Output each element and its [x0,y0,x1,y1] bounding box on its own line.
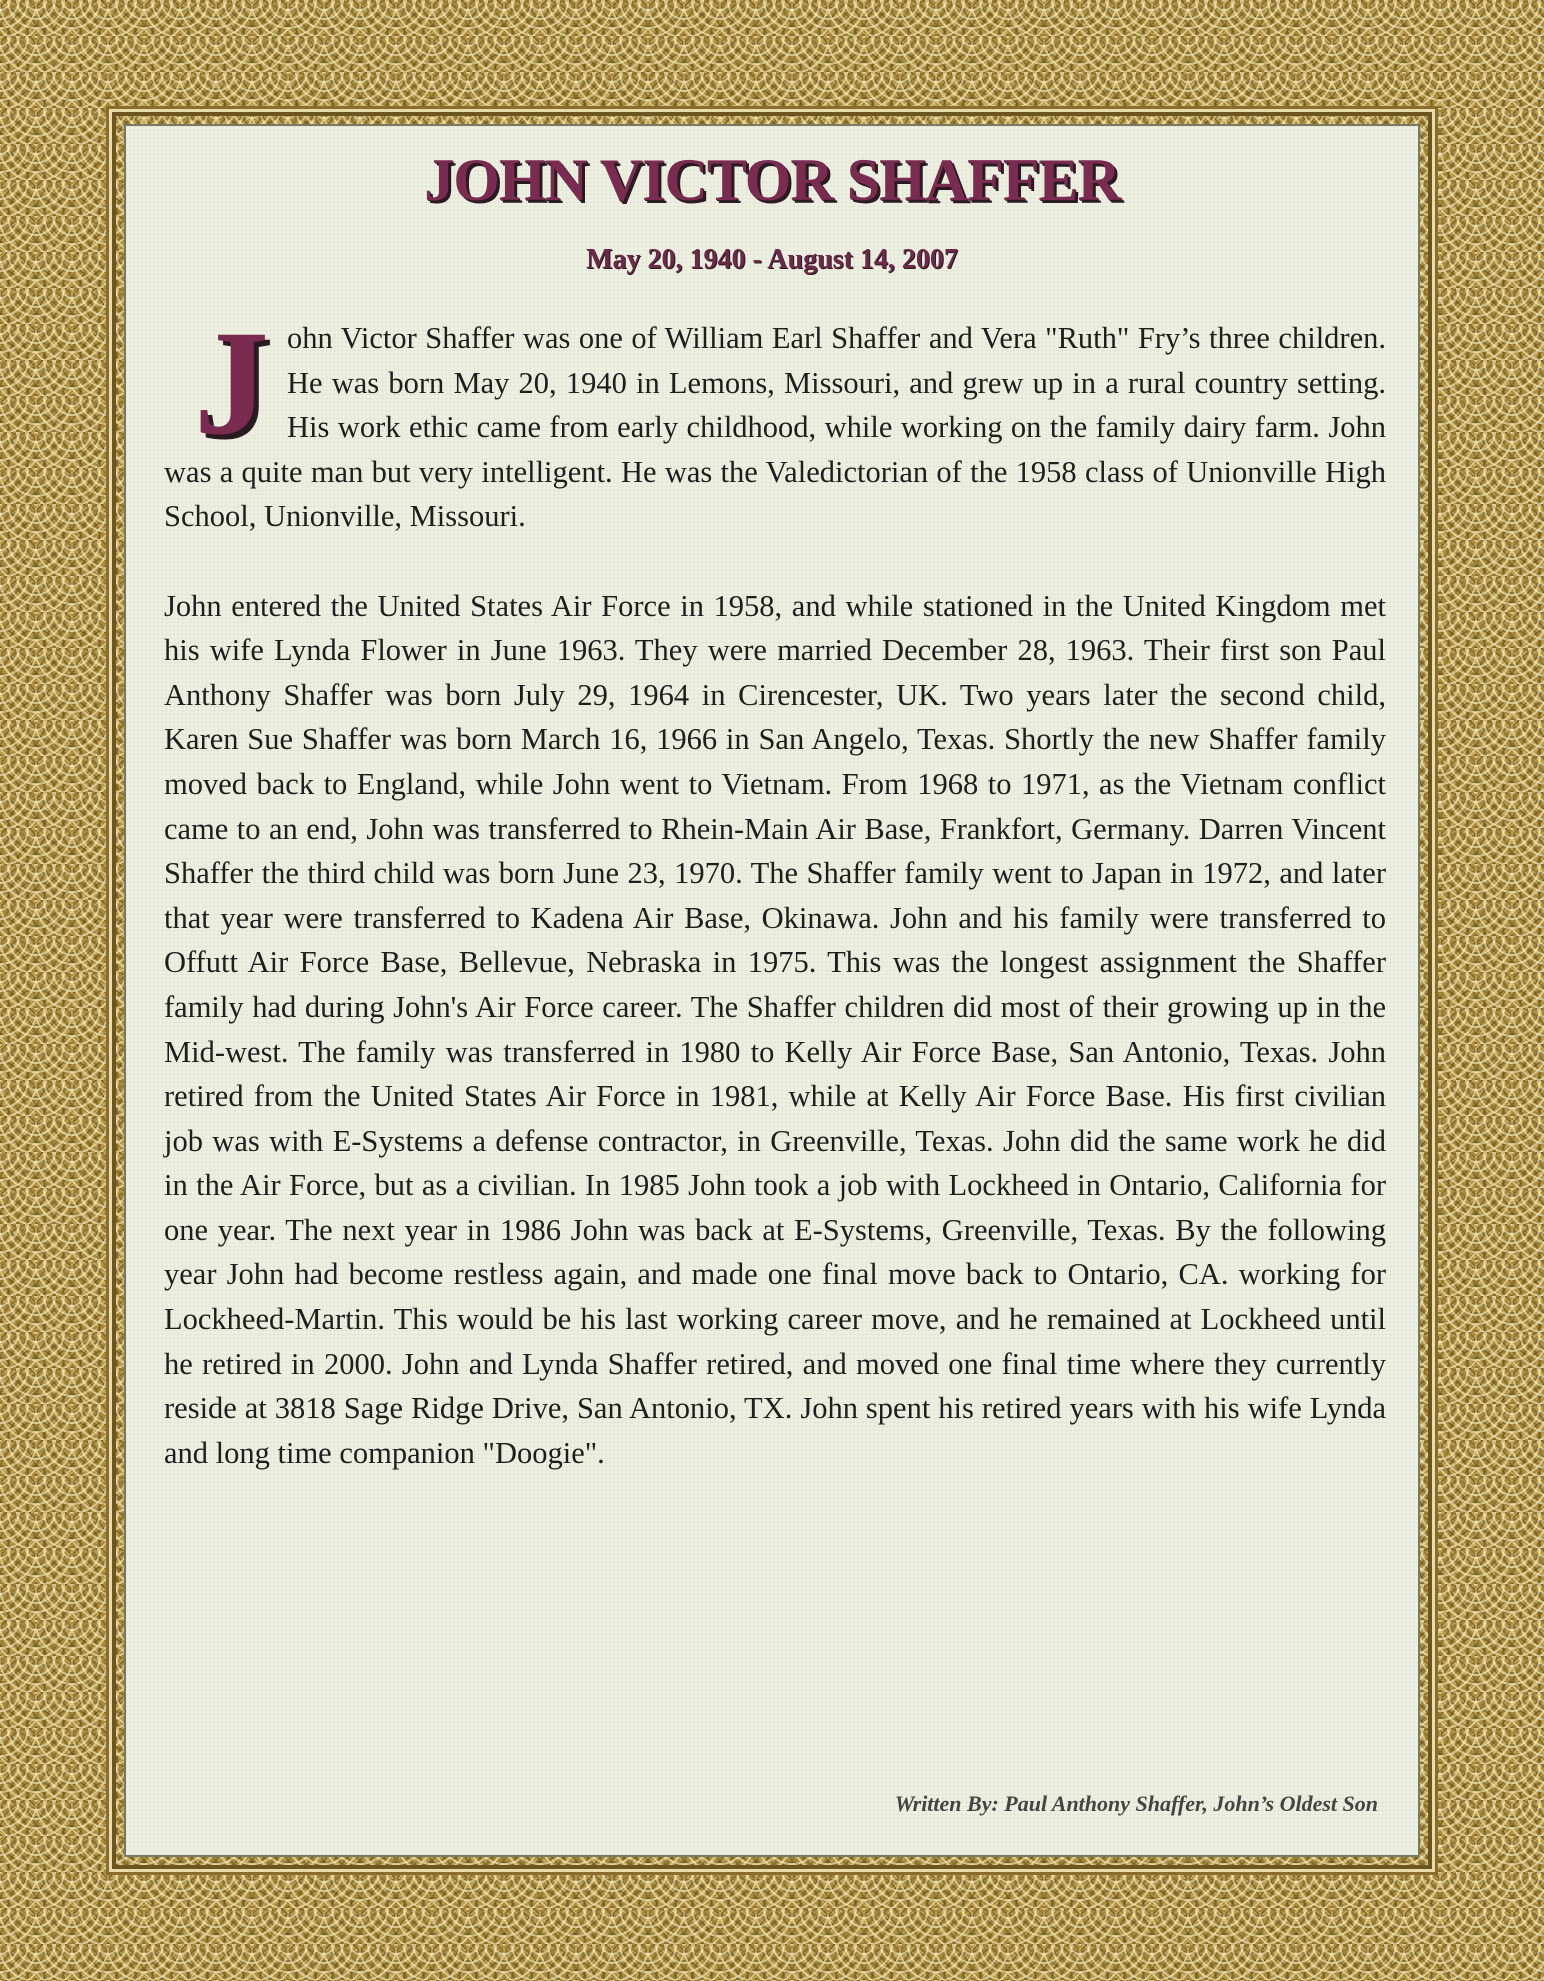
author-byline: Written By: Paul Anthony Shaffer, John’s Oldest Son [894,1791,1378,1816]
life-dates: May 20, 1940 - August 14, 2007 [586,244,958,275]
document-panel [124,124,1420,1857]
page-title: JOHN VICTOR SHAFFER [424,147,1120,213]
biography-paragraph-2: John entered the United States Air Force in 1958, and while stationed in the United Kingdom met his wife Lynda Flower in June 1963. They were married December 28, 1963. Their first son Paul Anthony Shaffer was born July 29, 1964 in Cirencester, UK. Two years later the second child, Karen Sue Shaffer was born March 16, 1966 in San Angelo, Texas. Shortly the new Shaffer family moved back to England, while John went to Vietnam. From 1968 to 1971, as the Vietnam conflict came to an end, John was transferred to Rhein-Main Air Base, Frankfort, Germany. Darren Vincent Shaffer the third child was born June 23, 1970. The Shaffer family went to Japan in 1972, and later that year were transferred to Kadena Air Base, Okinawa. John and his family were transferred to Offutt Air Force Base, Bellevue, Nebraska in 1975. This was the longest assignment the Shaffer family had during John's Air Force career. The Shaffer children did most of their growing up in the Mid-west. The family was transferred in 1980 to Kelly Air Force Base, San Antonio, Texas. John retired from the United States Air Force in 1981, while at Kelly Air Force Base. His first civilian job was with E-Systems a defense contractor, in Greenville, Texas. John did the same work he did in the Air Force, but as a civilian. In 1985 John took a job with Lockheed in Ontario, California for one year. The next year in 1986 John was back at E-Systems, Greenville, Texas. By the following year John had become restless again, and made one final move back to Ontario, CA. working for Lockheed-Martin. This would be his last working career move, and he remained at Lockheed until he retired in 2000. John and Lynda Shaffer retired, and moved one final time where they currently reside at 3818 Sage Ridge Drive, San Antonio, TX. John spent his retired years with his wife Lynda and long time companion "Doogie". [164,588,1386,1470]
drop-cap: J [194,300,269,466]
paragraph-1-text: ohn Victor Shaffer was one of William Earl Shaffer and Vera "Ruth" Fry’s three children. He was born May 20, 1940 in Lemons, Missouri, and grew up in a rural country setting. His work ethic came from early childhood, while working on the family dairy farm. John was a quite man but very intelligent. He was the Valedictorian of the 1958 class of Unionville High School, Unionville, Missouri. [164,321,1386,534]
biography-text [164,300,1386,1475]
biography-paragraph-1 [164,300,1386,539]
